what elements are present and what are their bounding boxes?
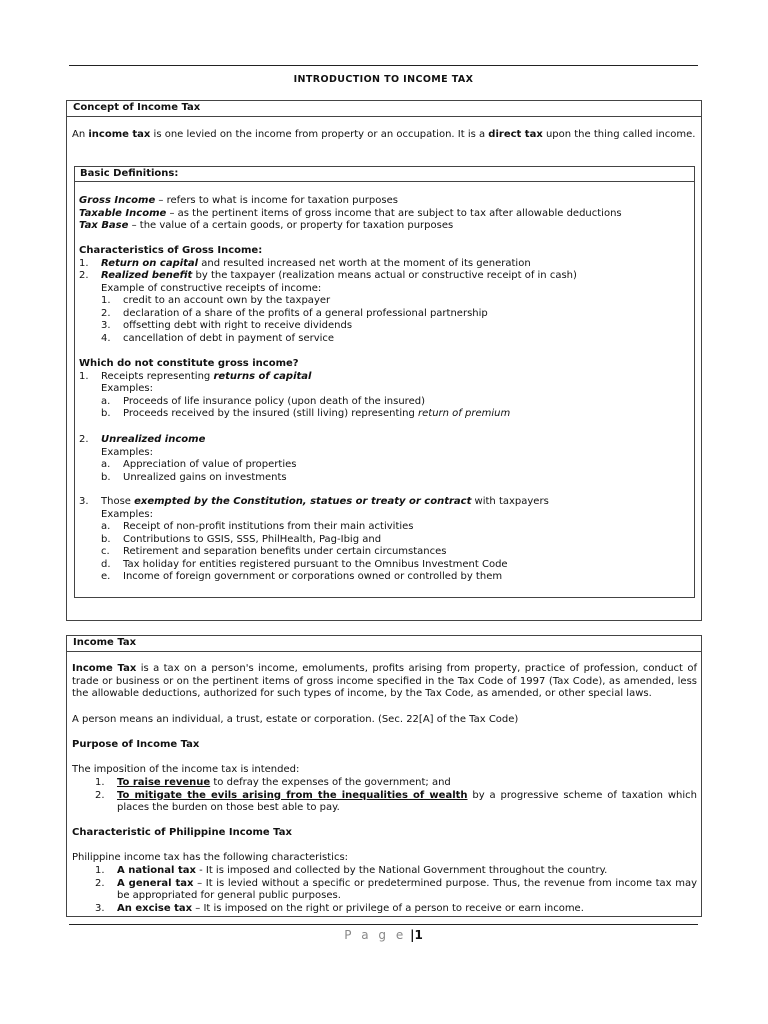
characteristics-heading: Characteristics of Gross Income: bbox=[79, 245, 263, 256]
page-number: 1 bbox=[414, 928, 423, 942]
characteristic-list bbox=[72, 865, 697, 915]
list-item: 3. An excise tax – It is imposed on the right or privilege of a person to receive or earn income. bbox=[95, 902, 584, 914]
list-item: 2. Realized benefit by the taxpayer (realization means actual or constructive receipt of in cash) bbox=[79, 270, 577, 281]
concept-intro: An income tax is one levied on the income from property or an occupation. It is a direct tax upon the thing called income. bbox=[72, 129, 696, 140]
list-item: 4. cancellation of debt in payment of service bbox=[101, 332, 335, 344]
list-item: e. Income of foreign government or corporations owned or controlled by them bbox=[101, 571, 503, 582]
list-item: 3. offsetting debt with right to receive dividends bbox=[101, 320, 353, 331]
list-item: 2. declaration of a share of the profits of a general professional partnership bbox=[101, 307, 488, 319]
not-gross-income-heading: Which do not constitute gross income? bbox=[79, 358, 299, 369]
definition-gross-income: Gross Income – refers to what is income for taxation purposes bbox=[79, 195, 398, 206]
purpose-heading: Purpose of Income Tax bbox=[72, 739, 200, 750]
unrealized-income-group bbox=[79, 434, 689, 484]
examples-label: Examples: bbox=[101, 446, 153, 458]
list-item: c. Retirement and separation benefits under certain circumstances bbox=[101, 546, 447, 557]
footer-rule bbox=[69, 924, 698, 925]
purpose-intro: The imposition of the income tax is intended: bbox=[72, 764, 300, 775]
characteristic-intro: Philippine income tax has the following characteristics: bbox=[72, 852, 349, 863]
exempted-group bbox=[79, 496, 689, 584]
list-item: b. Unrealized gains on investments bbox=[101, 471, 287, 483]
top-rule bbox=[69, 65, 698, 66]
list-item: 2. Unrealized income bbox=[79, 434, 206, 445]
page-label: P a g e bbox=[344, 928, 407, 942]
not-gross-income bbox=[79, 358, 689, 421]
list-item: 1. To raise revenue to defray the expenses of the government; and bbox=[95, 777, 451, 788]
income-tax-definition: Income Tax is a tax on a person's income, emoluments, profits arising from property, practice of profession, conduct of trade or business or on the pertinent items of gross income specified in the Tax Code of 1997 (Tax Code), as amended, less the allowable deductions, authorized for such types of income, by the Tax Code, as amended, or other special laws. bbox=[72, 663, 697, 699]
document-title: INTRODUCTION TO INCOME TAX bbox=[293, 74, 474, 85]
list-item: a. Proceeds of life insurance policy (upon death of the insured) bbox=[101, 395, 425, 407]
list-item: b. Contributions to GSIS, SSS, PhilHealth, Pag-Ibig and bbox=[101, 533, 382, 545]
list-item: d. Tax holiday for entities registered pursuant to the Omnibus Investment Code bbox=[101, 558, 508, 570]
list-item: 1. Receipts representing returns of capital bbox=[79, 370, 312, 382]
list-item: 2. A general tax – It is levied without a specific or predetermined purpose. Thus, the revenue from income tax may be appropriated for general public purposes. bbox=[95, 877, 697, 901]
list-item: 3. Those exempted by the Constitution, statues or treaty or contract with taxpayers bbox=[79, 496, 549, 507]
concept-header: Concept of Income Tax bbox=[67, 101, 701, 117]
characteristic-heading: Characteristic of Philippine Income Tax bbox=[72, 827, 292, 838]
list-item: 1. credit to an account own by the taxpayer bbox=[101, 295, 331, 306]
list-item: b. Proceeds received by the insured (still living) representing return of premium bbox=[101, 408, 511, 419]
list-item: 1. Return on capital and resulted increased net worth at the moment of its generation bbox=[79, 257, 531, 269]
characteristics-gross-income bbox=[79, 245, 689, 345]
definitions-list bbox=[79, 195, 689, 233]
list-item: 2. To mitigate the evils arising from the inequalities of wealth by a progressive scheme of taxation which places the burden on those best able to pay. bbox=[95, 789, 697, 813]
list-item: 1. A national tax - It is imposed and collected by the National Government throughout the country. bbox=[95, 865, 608, 876]
basic-definitions-header: Basic Definitions: bbox=[75, 167, 694, 182]
page-separator: | bbox=[410, 928, 415, 942]
definition-tax-base: Tax Base – the value of a certain goods, or property for taxation purposes bbox=[79, 220, 454, 231]
purpose-list bbox=[72, 777, 697, 815]
examples-label: Examples: bbox=[101, 383, 153, 394]
examples-label: Examples: bbox=[101, 508, 153, 520]
page-footer bbox=[69, 929, 698, 942]
person-definition: A person means an individual, a trust, estate or corporation. (Sec. 22[A] of the Tax Code) bbox=[72, 714, 519, 725]
definition-taxable-income: Taxable Income – as the pertinent items of gross income that are subject to tax after allowable deductions bbox=[79, 207, 622, 219]
example-label: Example of constructive receipts of income: bbox=[101, 282, 322, 294]
income-tax-header: Income Tax bbox=[67, 636, 701, 652]
list-item: a. Appreciation of value of properties bbox=[101, 459, 297, 470]
list-item: a. Receipt of non-profit institutions from their main activities bbox=[101, 521, 414, 532]
